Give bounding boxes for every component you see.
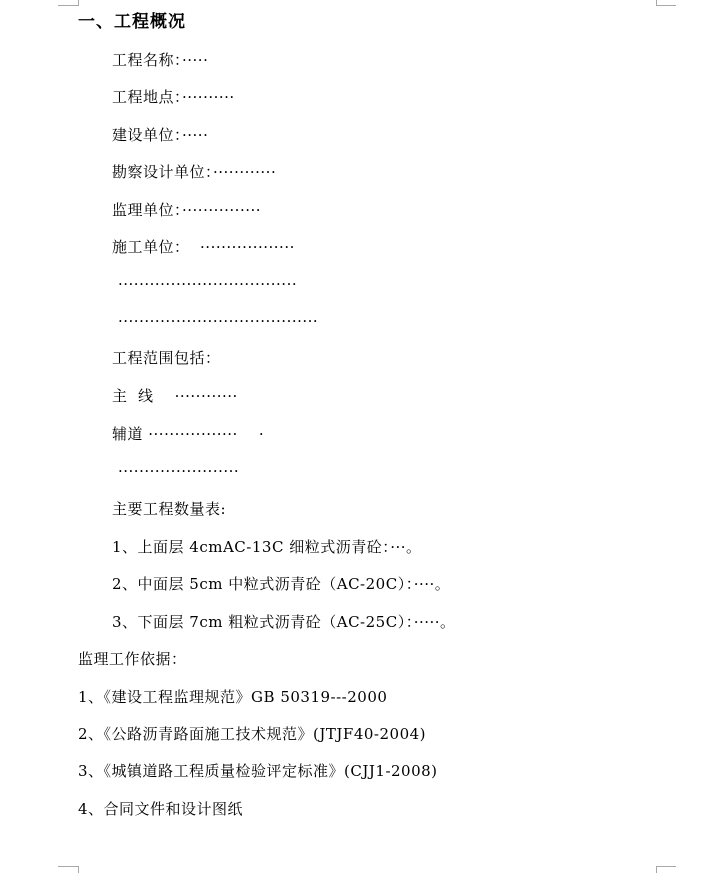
quantity-item-1: 1、上面层 4cmAC-13C 细粒式沥青砼：···。 <box>112 538 422 556</box>
supervisor-line: 监理单位：··············· <box>112 201 262 219</box>
corner-mark-bottom-right-h <box>656 866 676 867</box>
basis-item-1: 1、《建设工程监理规范》GB 50319---2000 <box>78 688 388 706</box>
survey-design-line: 勘察设计单位：············ <box>112 163 277 181</box>
corner-mark-bottom-right-v <box>656 866 657 873</box>
builder-line: 建设单位：····· <box>112 126 209 144</box>
quantity-item-2: 2、中面层 5cm 中粒式沥青砼（AC-20C）：····。 <box>112 575 451 593</box>
quantity-item-3: 3、下面层 7cm 粗粒式沥青砼（AC-25C）：·····。 <box>112 613 456 631</box>
corner-mark-bottom-left-h <box>58 866 78 867</box>
constructor-continuation-2: ······································ <box>118 312 319 330</box>
constructor-line: 施工单位： ·················· <box>112 238 295 256</box>
basis-item-3: 3、《城镇道路工程质量检验评定标准》(CJJ1-2008) <box>78 762 438 780</box>
basis-item-4: 4、合同文件和设计图纸 <box>78 800 244 818</box>
project-location-line: 工程地点：·········· <box>112 88 235 106</box>
section-heading: 一、工程概况 <box>78 12 186 32</box>
main-line-item: 主 线 ············ <box>112 387 238 405</box>
corner-mark-top-left-h <box>58 5 78 6</box>
scope-label: 工程范围包括： <box>112 349 221 367</box>
corner-mark-top-left-v <box>78 0 79 6</box>
aux-road-item: 辅道 ················· · <box>112 425 265 443</box>
corner-mark-bottom-left-v <box>78 866 79 873</box>
quantities-label: 主要工程数量表: <box>112 500 227 518</box>
aux-road-continuation: ······················· <box>118 462 240 480</box>
basis-item-2: 2、《公路沥青路面施工技术规范》(JTJF40-2004) <box>78 725 427 743</box>
constructor-continuation-1: ·································· <box>118 275 298 293</box>
corner-mark-top-right-h <box>656 5 676 6</box>
project-name-line: 工程名称：····· <box>112 51 209 69</box>
basis-label: 监理工作依据： <box>78 650 187 668</box>
corner-mark-top-right-v <box>656 0 657 6</box>
